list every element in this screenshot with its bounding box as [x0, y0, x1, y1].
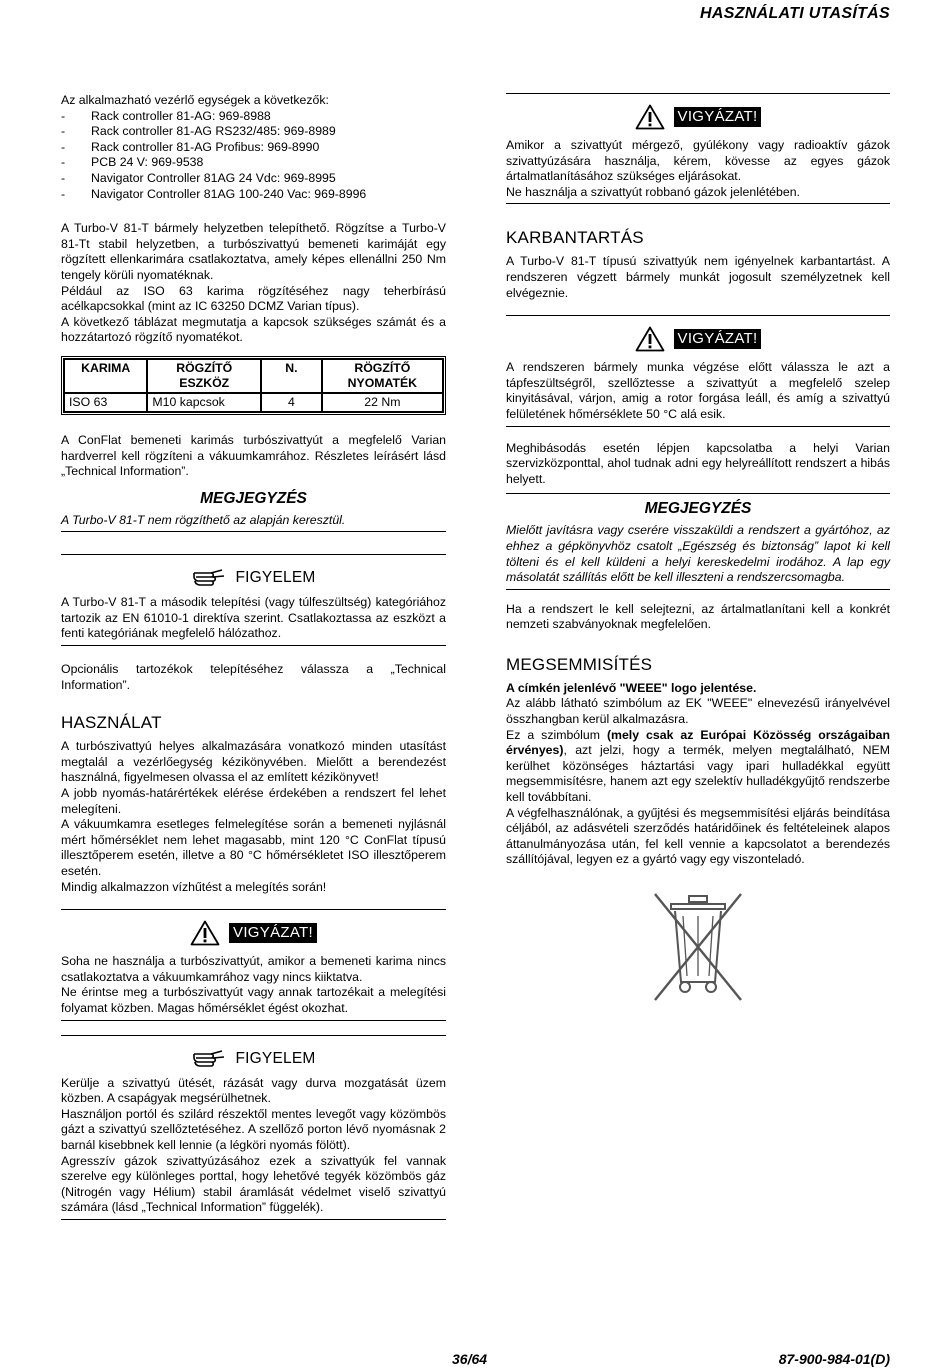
controllers-intro: Az alkalmazható vezérlő egységek a következők:	[61, 93, 329, 107]
section-title-megsemmisites: MEGSEMMISÍTÉS	[506, 654, 653, 674]
table-header-row	[64, 359, 443, 393]
page-number: 36/64	[452, 1351, 488, 1367]
install-paragraph-1: A Turbo-V 81-T bármely helyzetben telepíthető. Rögzítse a Turbo-V 81-Tt stabil helyzetben, a turbószivattyú bemeneti karimáját egy rögzített ellenkarimára csatlakoztatva, amely képes ellenállni 250 Nm tengely körüli nyomatéknak.	[61, 221, 446, 282]
figyelem-header	[61, 1048, 446, 1068]
weee-crossed-bin-icon	[643, 882, 753, 1007]
table-header-cell: KARIMA	[64, 359, 147, 393]
controllers-list	[61, 109, 446, 203]
weee-logo-wrap	[506, 882, 890, 1007]
warning-box	[506, 93, 890, 204]
weee-paragraph-1: Az alább látható szimbólum az EK "WEEE" elnevezésű irányelvével összhangban kerül alkalmazásra.	[506, 696, 890, 727]
warning-text-2: Ne használja a szivattyút robbanó gázok jelenlétében.	[506, 184, 800, 199]
pointing-hand-icon	[192, 567, 226, 587]
list-item: - Navigator Controller 81AG 24 Vdc: 969-8995	[61, 171, 446, 187]
warning-label: VIGYÁZAT!	[674, 329, 762, 349]
scrap-paragraph: Ha a rendszert le kell selejtezni, az ártalmatlanítani kell a konkrét nemzeti szabványoknak megfelelően.	[506, 601, 890, 632]
conflat-paragraph: A ConFlat bemeneti karimás turbószivattyút a megfelelő Varian hardverrel kell rögzíteni a vákuumkamrához. Részletes leírásért lásd „Technical Information”.	[61, 432, 446, 479]
list-item: - Rack controller 81-AG RS232/485: 969-8989	[61, 124, 446, 140]
section-title-hasznalat: HASZNÁLAT	[61, 713, 162, 733]
table-cell: M10 kapcsok	[147, 393, 261, 412]
list-item: - Navigator Controller 81AG 100-240 Vac: 969-8996	[61, 187, 446, 203]
weee-paragraph-3: A végfelhasználónak, a gyűjtési és megsemmisítési eljárás beindítása céljából, az adásvételi szerződés határidőinek és feltételeinek alapos áttanulmányozása után, fel kell vennie a kapcsolatot a berendezés szállítójával, legyen ez a gyártó vagy egy viszonteladó.	[506, 805, 890, 867]
list-item: - PCB 24 V: 969-9538	[61, 155, 446, 171]
warning-triangle-icon	[635, 326, 665, 352]
weee-paragraph-2	[506, 728, 890, 806]
table-cell: ISO 63	[64, 393, 147, 412]
figyelem-label: FIGYELEM	[235, 1049, 316, 1067]
section-title-karbantartas: KARBANTARTÁS	[506, 228, 644, 248]
table-header-cell: N.	[261, 359, 322, 393]
install-paragraph-2: Például az ISO 63 karima rögzítéséhez nagy teherbírású acélkapcsokkal (mint az IC 63250 DCMZ Varian típus).	[61, 283, 446, 314]
weee-emphasis: (mely csak az Európai Közösség országaiban érvényes)	[506, 727, 890, 758]
document-code: 87-900-984-01(D)	[778, 1351, 890, 1367]
pointing-hand-icon	[192, 1048, 226, 1068]
hasznalat-paragraph-4: Mindig alkalmazzon vízhűtést a melegítés során!	[61, 879, 327, 894]
warning-text: A rendszeren bármely munka végzése előtt válassza le azt a tápfeszültségről, szellőztesse a szivattyút a megfelelő szelep kinyitásával, várjon, amig a rotor forgása leáll, és amíg a szivattyú felületének hőmérséklete 50 °C alá esik.	[506, 360, 890, 421]
figyelem-box	[61, 1035, 446, 1220]
list-item: - Rack controller 81-AG Profibus: 969-8990	[61, 140, 446, 156]
table-header-cell: RÖGZÍTŐ NYOMATÉK	[322, 359, 443, 393]
install-paragraph-3: A következő táblázat megmutatja a kapcsok szükséges számát és a hozzátartozó rögzítő nyomatékot.	[61, 314, 446, 345]
fault-section	[506, 441, 890, 495]
warning-text-1: Soha ne használja a turbószivattyút, amikor a bemeneti karima nincs csatlakoztatva a vákuumkamrához vagy nincs kiiktatva.	[61, 954, 446, 984]
figyelem-header	[61, 567, 446, 587]
hasznalat-paragraph-1: A turbószivattyú helyes alkalmazására vonatkozó minden utasítást megtalál a vezérlőegység kézikönyvében. Mielőtt a berendezést használná, figyelmesen olvassa el az említett kézikönyvet!	[61, 739, 446, 785]
note-box	[61, 490, 446, 533]
figyelem-text-1: Kerülje a szivattyú ütését, rázását vagy durva mozgatását üzem közben. A csapágyak megsérülhetnek.	[61, 1075, 446, 1106]
right-column	[506, 93, 890, 1007]
fault-paragraph: Meghibásodás esetén lépjen kapcsolatba a helyi Varian szervizközponttal, ahol tudnak adni egy helyreállított rendszert a hibás helyett.	[506, 440, 890, 486]
warning-header	[61, 920, 446, 946]
figyelem-box	[61, 554, 446, 646]
weee-subtitle: A címkén jelenlévő "WEEE" logo jelentése.	[506, 680, 757, 695]
warning-header	[506, 104, 890, 130]
warning-box	[61, 909, 446, 1020]
flange-table	[61, 356, 446, 415]
left-column	[61, 93, 446, 1220]
note-text: Mielőtt javításra vagy cserére visszaküldi a rendszert a gyártóhoz, az ehhez a gépkönyvhöz csatolt „Egészség és biztonság” lapot ki kell tölteni és el kell küldeni a helyi kereskedelmi irodához. A lap egy másolatát szállítás előtt be kell illeszteni a rendszercsomagba.	[506, 523, 890, 585]
warning-box	[506, 315, 890, 426]
weee-text: , azt jelzi, hogy a termék, melyen megtalálható, NEM kerülhet közönséges háztartási vagy ipari hulladékkal együtt megsemmisítésre, hanem azt egy szelektív hulladékgyűjtő rendszerbe kell továbbítani.	[506, 743, 890, 805]
hasznalat-paragraph-2: A jobb nyomás-határértékek elérése érdekében a rendszert fel lehet melegíteni.	[61, 786, 446, 816]
figyelem-text-3: Agresszív gázok szivattyúzásához ezek a szivattyúk fel vannak szerelve egy különleges porttal, hogy lehetővé tegyék közömbös gáz (Nitrogén vagy Hélium) stabil áramlását védelmet viselő szivattyú számára (lásd „Technical Information” függelék).	[61, 1153, 446, 1215]
table-cell: 22 Nm	[322, 393, 443, 412]
karbantartas-paragraph: A Turbo-V 81-T típusú szivattyúk nem igényelnek karbantartást. A rendszeren végzett bármely munkát jogosult személyzetnek kell elvégeznie.	[506, 254, 890, 300]
warning-triangle-icon	[190, 920, 220, 946]
warning-label: VIGYÁZAT!	[674, 107, 762, 127]
note-title: MEGJEGYZÉS	[200, 489, 307, 507]
warning-text-1: Amikor a szivattyút mérgező, gyúlékony vagy radioaktív gázok szivattyúzására használja, kérem, kövesse az egyes gázok ártalmatlanításához szükséges eljárásokat.	[506, 138, 890, 184]
warning-header	[506, 326, 890, 352]
warning-triangle-icon	[635, 104, 665, 130]
page-header-title: HASZNÁLATI UTASÍTÁS	[700, 5, 890, 22]
hasznalat-paragraph-3: A vákuumkamra esetleges felmelegítése során a bemeneti nyjlásnál mért hőmérséklet nem lehet magasabb, mint 120 °C ConFlat típusú illesztőperem esetén, illetve a 80 °C hőmérsékletet ISO illesztőperem esetén.	[61, 817, 446, 878]
note-box	[506, 500, 890, 589]
table-cell: 4	[261, 393, 322, 412]
figyelem-text-2: Használjon portól és szilárd részektől mentes levegőt vagy közömbös gázt a szivattyú szellőztetéséhez. A szellőző porton lévő nyomásnak 2 barnál kisebbnek kell lennie (a légköri nyomás fölött).	[61, 1106, 446, 1152]
warning-text-2: Ne érintse meg a turbószivattyút vagy annak tartozékait a melegítési folyamat közben. Magas hőmérséklet égést okozhat.	[61, 985, 446, 1015]
table-row	[64, 393, 443, 412]
figyelem-text: A Turbo-V 81-T a második telepítési (vagy túlfeszültség) kategóriához tartozik az EN 61010-1 direktíva szerint. Csatlakoztassa az eszközt a fenti kategóriának megfelelő hálózathoz.	[61, 595, 446, 641]
table-header-cell: RÖGZÍTŐ ESZKÖZ	[147, 359, 261, 393]
optional-accessories-paragraph: Opcionális tartozékok telepítéséhez válassza a „Technical Information”.	[61, 662, 446, 692]
weee-text: Ez a szimbólum	[506, 727, 607, 742]
list-item: - Rack controller 81-AG: 969-8988	[61, 109, 446, 125]
warning-label: VIGYÁZAT!	[229, 923, 317, 943]
note-text: A Turbo-V 81-T nem rögzíthető az alapján keresztül.	[61, 512, 346, 527]
figyelem-label: FIGYELEM	[235, 569, 316, 587]
note-title: MEGJEGYZÉS	[644, 500, 752, 518]
